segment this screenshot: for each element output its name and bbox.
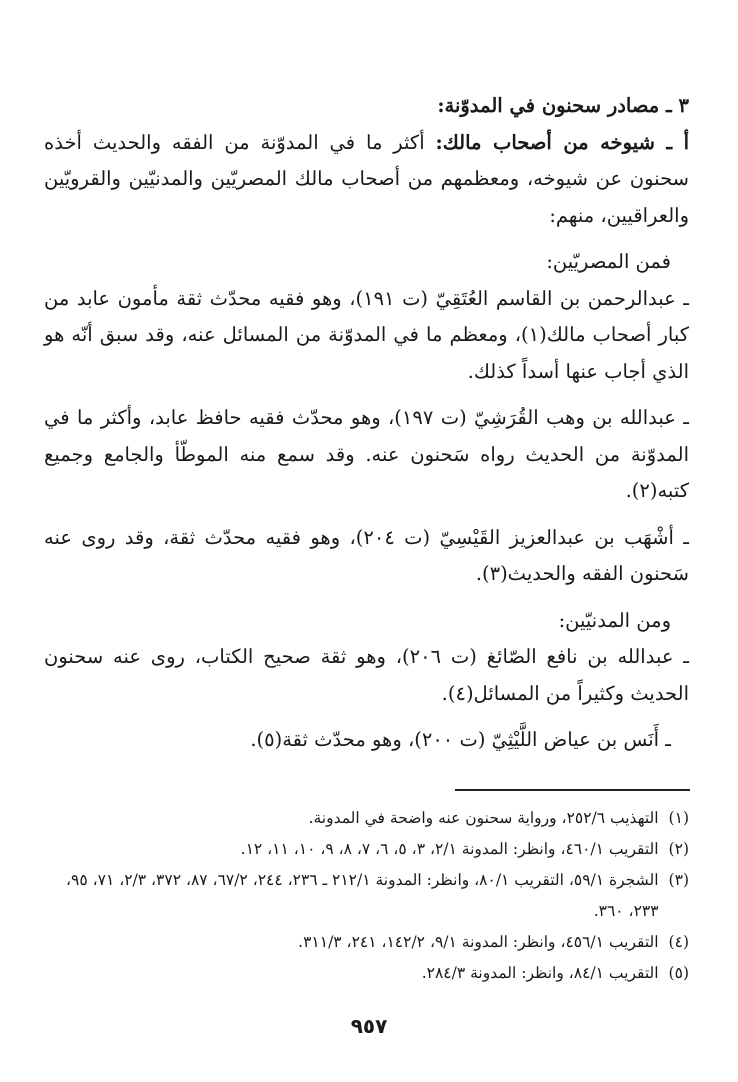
subsection-label: أ ـ شيوخه من أصحاب مالك:: [435, 130, 689, 154]
section-heading: ٣ ـ مصادر سحنون في المدوّنة:: [437, 94, 689, 117]
main-text: [44, 88, 689, 759]
egyptians-heading: فمن المصريّين:: [546, 250, 671, 273]
footnote-separator: [455, 789, 690, 791]
entry-ashhab: ـ أشْهَب بن عبدالعزيز القَيْسِيّ (ت ٢٠٤)، وهو فقيه محدّث ثقة، وقد روى عنه سَحنون الفقه والحديث(٣).: [44, 525, 689, 585]
footnote-text: التقريب ٨٤/١، وانظر: المدونة ٢٨٤/٣.: [421, 964, 659, 982]
footnote: [44, 927, 689, 958]
footnote-number: (١): [668, 809, 689, 827]
madinans-heading: ومن المدنيّين:: [558, 608, 671, 632]
paragraph-shuyukh: [44, 125, 689, 235]
footnotes: [44, 803, 689, 989]
footnote-number: (٢): [668, 840, 689, 858]
entry-ibn-wahb: ـ عبدالله بن وهب القُرَشِيّ (ت ١٩٧)، وهو محدّث فقيه حافظ عابد، وأكثر ما في المدوّنة من الحديث رواه سَحنون عنه. وقد سمع منه الموطّأ والجامع وجميع كتبه(٢).: [44, 406, 689, 502]
footnote-text: التقريب ٤٥٦/١، وانظر: المدونة ٩/١، ١٤٢/٢، ٢٤١، ٣١١/٣.: [298, 933, 659, 951]
footnote: [44, 958, 689, 989]
footnote: [44, 834, 689, 865]
paragraph-text: أكثر ما في المدوّنة من الفقه والحديث أخذه سحنون عن شيوخه، ومعظمهم من أصحاب مالك المصريّين والمدنيّين والقرويّين والعراقيين، منهم:: [44, 130, 689, 227]
footnote: [44, 803, 689, 834]
page-number: ٩٥٧: [350, 1014, 388, 1038]
footnote-text: التهذيب ٢٥٢/٦، ورواية سحنون عنه واضحة في المدونة.: [308, 809, 659, 827]
entry-ibn-nafi: ـ عبدالله بن نافع الصّائغ (ت ٢٠٦)، وهو ثقة صحيح الكتاب، روى عنه سحنون الحديث وكثيراً من المسائل(٤).: [44, 645, 689, 705]
footnote-number: (٤): [668, 933, 689, 951]
footnote-number: (٣): [668, 871, 689, 889]
footnote-text: التقريب ٤٦٠/١، وانظر: المدونة ٢/١، ٣، ٥، ٦، ٧، ٨، ٩، ١٠، ١١، ١٢.: [240, 840, 659, 858]
entry-ibn-al-qasim: ـ عبدالرحمن بن القاسم العُتَقِيّ (ت ١٩١)، وهو فقيه محدّث ثقة مأمون عابد من كبار أصحاب مالك(١)، ومعظم ما في المدوّنة من المسائل عنه، وقد سبق أنّه هو الذي أجاب عنها أسداً كذلك.: [44, 286, 690, 383]
footnote-number: (٥): [668, 964, 689, 982]
footnote-text: الشجرة ٥٩/١، التقريب ٨٠/١، وانظر: المدونة ٢١٢/١ ـ ٢٣٦، ٢٤٤، ٦٧/٢، ٨٧، ٣٧٢، ٢/٣، ٧١، ٩٥، ٢٣٣، ٣٦٠.: [66, 871, 659, 920]
entry-anas-ibn-iyad: ـ أَنَس بن عياض اللَّيْثِيّ (ت ٢٠٠)، وهو محدّث ثقة(٥).: [250, 728, 671, 751]
footnote: [44, 865, 689, 927]
